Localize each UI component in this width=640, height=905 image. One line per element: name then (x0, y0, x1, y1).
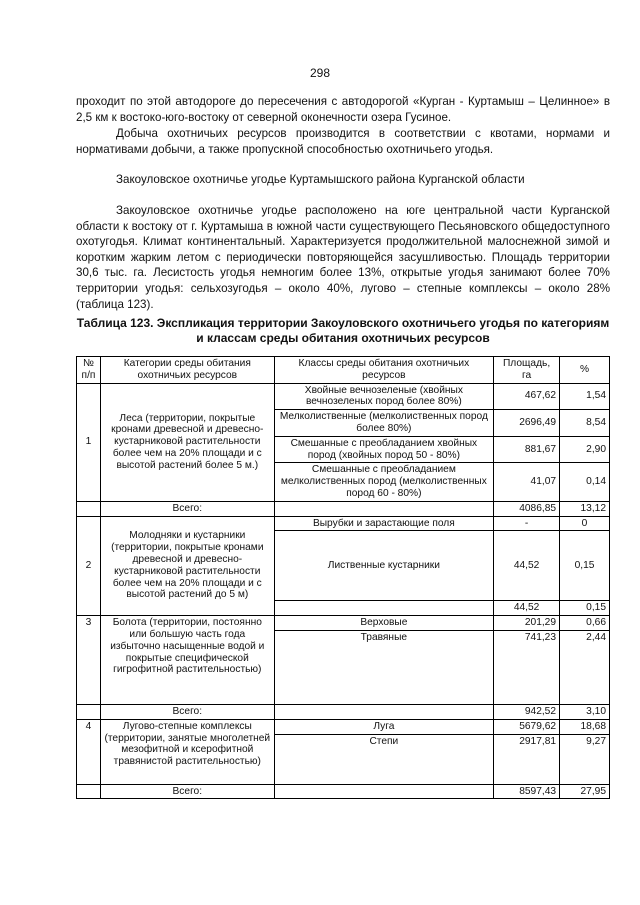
row-area: 2696,49 (494, 410, 560, 437)
total-pct: 3,10 (560, 704, 610, 719)
table-row (77, 383, 610, 410)
row-class: Верховые (274, 616, 493, 631)
row-class: Луга (274, 719, 493, 734)
row-class: Хвойные вечнозеленые (хвойных вечнозеленых пород более 80%) (274, 383, 493, 410)
total-row (77, 501, 610, 516)
total-row (77, 704, 610, 719)
total-area: 4086,85 (494, 501, 560, 516)
header-area: Площадь, га (494, 357, 560, 384)
row-area: 881,67 (494, 436, 560, 463)
table-header-row (77, 357, 610, 384)
row-num: 3 (77, 616, 101, 705)
row-class: Смешанные с преобладанием хвойных пород (хвойных пород 50 - 80%) (274, 436, 493, 463)
header-pct: % (560, 357, 610, 384)
total-label: Всего: (100, 501, 274, 516)
row-area: 44,52 (494, 531, 560, 601)
total-area: 8597,43 (494, 784, 560, 799)
row-num: 1 (77, 383, 101, 501)
row-area: - (494, 516, 560, 531)
total-row (77, 784, 610, 799)
page-number: 298 (309, 66, 331, 80)
paragraph-quotas: Добыча охотничьих ресурсов производится в соответствии с квотами, нормами и нормативами добычи, а также пропускной способностью охотничьего угодья. (76, 127, 610, 156)
row-pct: 8,54 (560, 410, 610, 437)
row-area: 5679,62 (494, 719, 560, 734)
total-pct: 27,95 (560, 784, 610, 799)
row-category: Лугово-степные комплексы (территории, занятые многолетней мезофитной и ксерофитной травянистой растительностью) (100, 719, 274, 784)
table-row (77, 516, 610, 531)
row-area: 467,62 (494, 383, 560, 410)
row-category: Леса (территории, покрытые кронами древесной и древесно-кустарниковой растительности более чем на 20% площади и с высотой растений более 5 м.) (100, 383, 274, 501)
row-pct: 1,54 (560, 383, 610, 410)
row-area: 41,07 (494, 463, 560, 501)
row-pct: 18,68 (560, 719, 610, 734)
explication-table (76, 356, 610, 799)
row-pct: 0,15 (560, 531, 610, 601)
total-label: Всего: (100, 784, 274, 799)
row-class: Смешанные с преобладанием мелколиственных пород (мелколиственных пород 60 - 80%) (274, 463, 493, 501)
total-area: 44,52 (494, 601, 560, 616)
table-caption: Таблица 123. Экспликация территории Закоуловского охотничьего угодья по категориям и классам среды обитания охотничьих ресурсов (76, 316, 610, 345)
total-pct: 13,12 (560, 501, 610, 516)
row-class: Травяные (274, 630, 493, 704)
row-area: 741,23 (494, 630, 560, 704)
row-pct: 2,44 (560, 630, 610, 704)
row-pct: 0 (560, 516, 610, 531)
row-num: 4 (77, 719, 101, 784)
section-heading: Закоуловское охотничье угодье Куртамышского района Курганской области (116, 173, 525, 186)
row-num: 2 (77, 516, 101, 616)
total-label: Всего: (100, 704, 274, 719)
table-row (77, 616, 610, 631)
row-pct: 0,14 (560, 463, 610, 501)
row-pct: 9,27 (560, 734, 610, 784)
header-category: Категории среды обитания охотничьих ресурсов (100, 357, 274, 384)
total-pct: 0,15 (560, 601, 610, 616)
row-class: Вырубки и зарастающие поля (274, 516, 493, 531)
paragraph-intro: проходит по этой автодороге до пересечения с автодорогой «Курган - Куртамыш – Целинное» в 2,5 км к востоко-юго-востоку от северной оконечности озера Гусиное. (76, 95, 610, 124)
row-category: Молодняки и кустарники (территории, покрытые кронами древесной и древесно- кустарниковой растительности более чем на 20% площади и с высотой растений до 5 м) (100, 516, 274, 616)
table-row (77, 719, 610, 734)
header-num: № п/п (77, 357, 101, 384)
row-area: 201,29 (494, 616, 560, 631)
header-class: Классы среды обитания охотничьих ресурсов (274, 357, 493, 384)
row-category: Болота (территории, постоянно или большую часть года избыточно насыщенные водой и покрытые специфической гигрофитной растительностью) (100, 616, 274, 705)
paragraph-description: Закоуловское охотничье угодье расположено на юге центральной части Курганской области к востоку от г. Куртамыша в южной части существующего Песьяновского общедоступного охотугодья. Климат континентальный. Характеризуется продолжительной малоснежной зимой и коротким жарким летом с периодически повторяющейся засушливостью. Площадь территории 30,6 тыс. га. Лесистость угодья немногим более 13%, открытые угодья занимают более 70% территории угодья: сельхозугодья – около 40%, лугово – степные комплексы – около 28% (таблица 123). (76, 204, 610, 311)
row-class: Степи (274, 734, 493, 784)
row-class: Мелколиственные (мелколиственных пород более 80%) (274, 410, 493, 437)
total-area: 942,52 (494, 704, 560, 719)
row-pct: 2,90 (560, 436, 610, 463)
row-pct: 0,66 (560, 616, 610, 631)
row-class: Лиственные кустарники (274, 531, 493, 601)
row-area: 2917,81 (494, 734, 560, 784)
